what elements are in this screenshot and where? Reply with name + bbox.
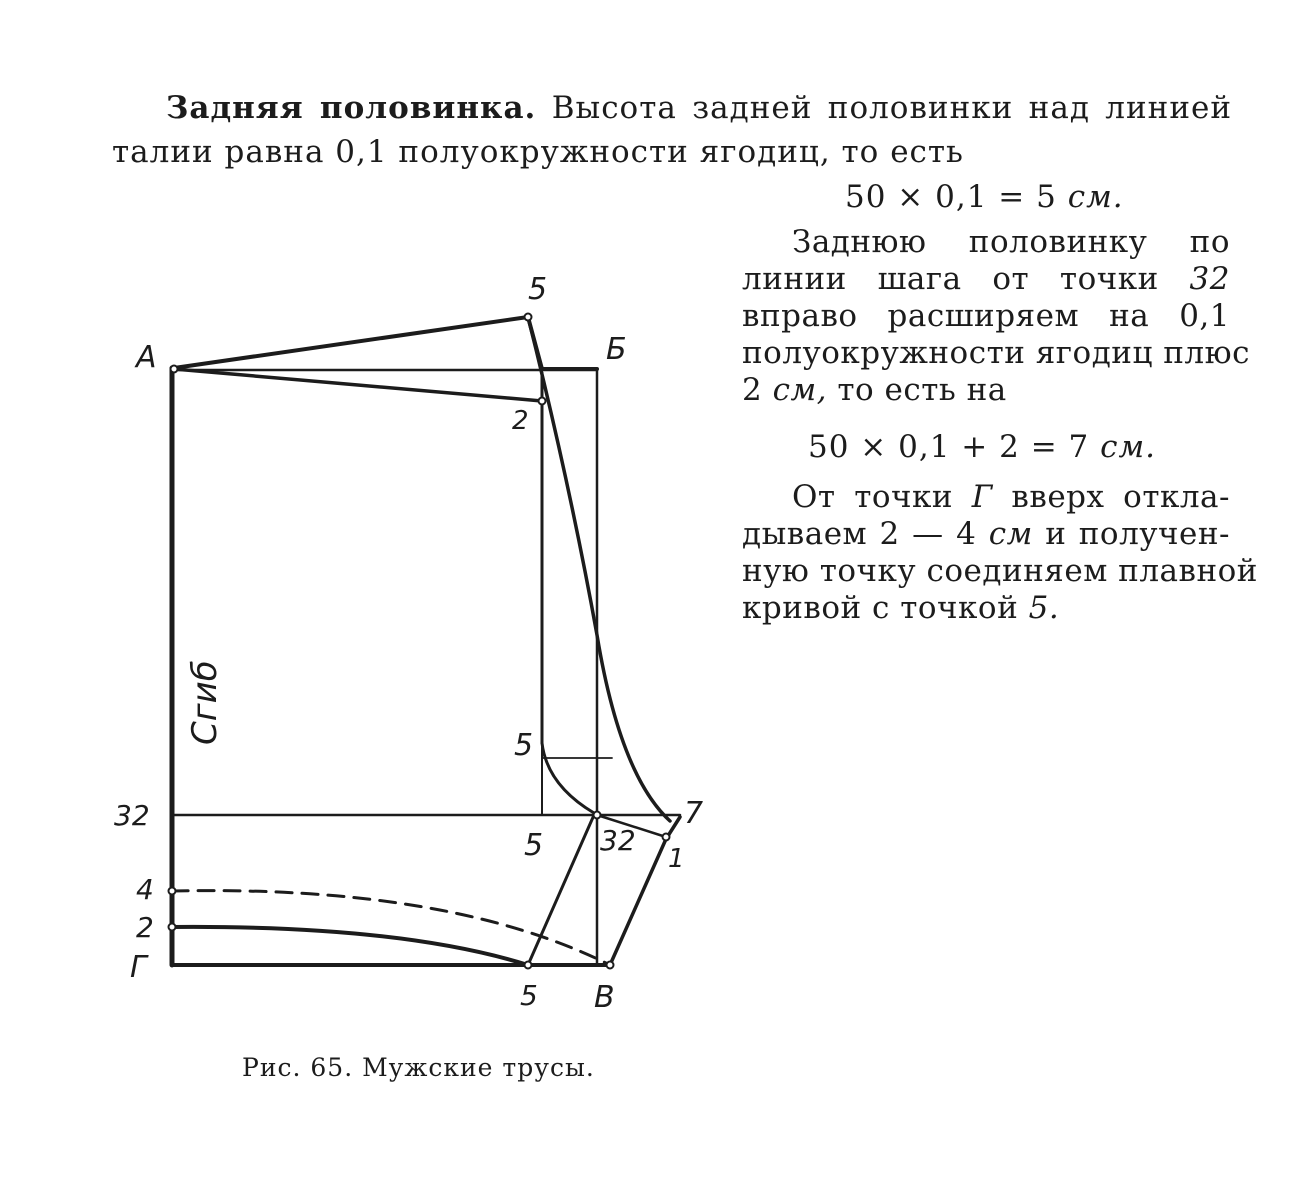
formula-expression: 50 × 0,1 + 2 = 7	[808, 429, 1090, 465]
label-7: 7	[684, 796, 704, 831]
point-v	[607, 962, 614, 969]
label-5-mid: 5	[514, 728, 534, 763]
intro-line-1-text: Высота задней половинки над линией	[551, 90, 1232, 126]
label-1: 1	[668, 844, 685, 874]
label-32-row: 32	[600, 824, 636, 857]
formula-unit: см.	[1067, 179, 1124, 215]
formula-expression: 50 × 0,1 = 5	[845, 179, 1057, 215]
intro-line-1	[112, 86, 1232, 130]
label-5-row: 5	[524, 828, 544, 863]
para2-line-2-a: дываем 2 — 4	[742, 516, 989, 552]
point-2-low	[169, 924, 176, 931]
section-heading: Задняя половинка.	[166, 90, 537, 126]
front-waist-line	[174, 369, 542, 401]
para2-line-2-unit: см	[988, 516, 1033, 552]
point-2	[539, 398, 546, 405]
point-4	[169, 888, 176, 895]
para2-line-2	[742, 516, 1230, 553]
label-sgib: Сгиб	[185, 660, 225, 745]
para2-line-1	[742, 479, 1230, 516]
para2-line-1-a: От точки	[792, 479, 972, 515]
para1-line-5-unit: см,	[772, 372, 827, 408]
front-crotch-curve	[542, 743, 594, 813]
para1-line-4: полуокружности ягодиц плюс	[742, 335, 1250, 371]
point-5-ref: 5.	[1028, 590, 1060, 626]
point-7	[663, 834, 670, 841]
label-32-left: 32	[114, 799, 150, 832]
formula-unit: см.	[1100, 429, 1157, 465]
figure-caption: Рис. 65. Мужские трусы.	[242, 1053, 595, 1082]
point-g-ref: Г	[971, 479, 993, 515]
point-32	[594, 812, 601, 819]
para2-line-4-a: кривой с точкой	[742, 590, 1029, 626]
paragraph-curve	[742, 479, 1258, 627]
front-hem-curve	[172, 927, 528, 965]
intro-line-2: талии равна 0,1 полуокружности ягодиц, то есть	[112, 134, 964, 170]
para1-line-2	[742, 261, 1230, 298]
para2-line-4	[742, 590, 1230, 627]
para2-line-3: ную точку соединяем плавной	[742, 553, 1258, 589]
point-a	[171, 366, 178, 373]
para1-line-5-text: то есть на	[827, 372, 1007, 408]
label-g: Г	[130, 950, 147, 985]
label-v: В	[594, 980, 615, 1015]
label-5-bottom: 5	[520, 979, 538, 1012]
label-5-top: 5	[528, 272, 548, 307]
back-side-curve	[528, 317, 670, 821]
label-2-low: 2	[136, 911, 154, 944]
para1-line-1: Заднюю половинку по	[792, 224, 1230, 260]
point-5-bottom	[525, 962, 532, 969]
label-a: A	[136, 340, 157, 375]
para2-line-1-c: вверх откла-	[992, 479, 1230, 515]
para2-line-2-c: и получен-	[1032, 516, 1231, 552]
point-32-ref: 32	[1189, 261, 1230, 297]
para1-line-5-num: 2	[742, 372, 773, 408]
label-4: 4	[136, 873, 154, 906]
para1-line-2-text: линии шага от точки	[742, 261, 1190, 297]
formula-back-height	[845, 175, 1124, 219]
para1-line-3: вправо расширяем на 0,1	[742, 298, 1230, 334]
para1-line-5	[742, 372, 1230, 409]
hip-box	[172, 370, 597, 965]
formula-widening	[808, 425, 1156, 469]
intro-paragraph	[112, 86, 1232, 174]
pattern-drawing	[100, 265, 720, 1025]
label-2: 2	[512, 406, 529, 436]
label-b-top: Б	[606, 332, 627, 367]
paragraph-widening	[742, 224, 1250, 409]
point-5-top	[525, 314, 532, 321]
